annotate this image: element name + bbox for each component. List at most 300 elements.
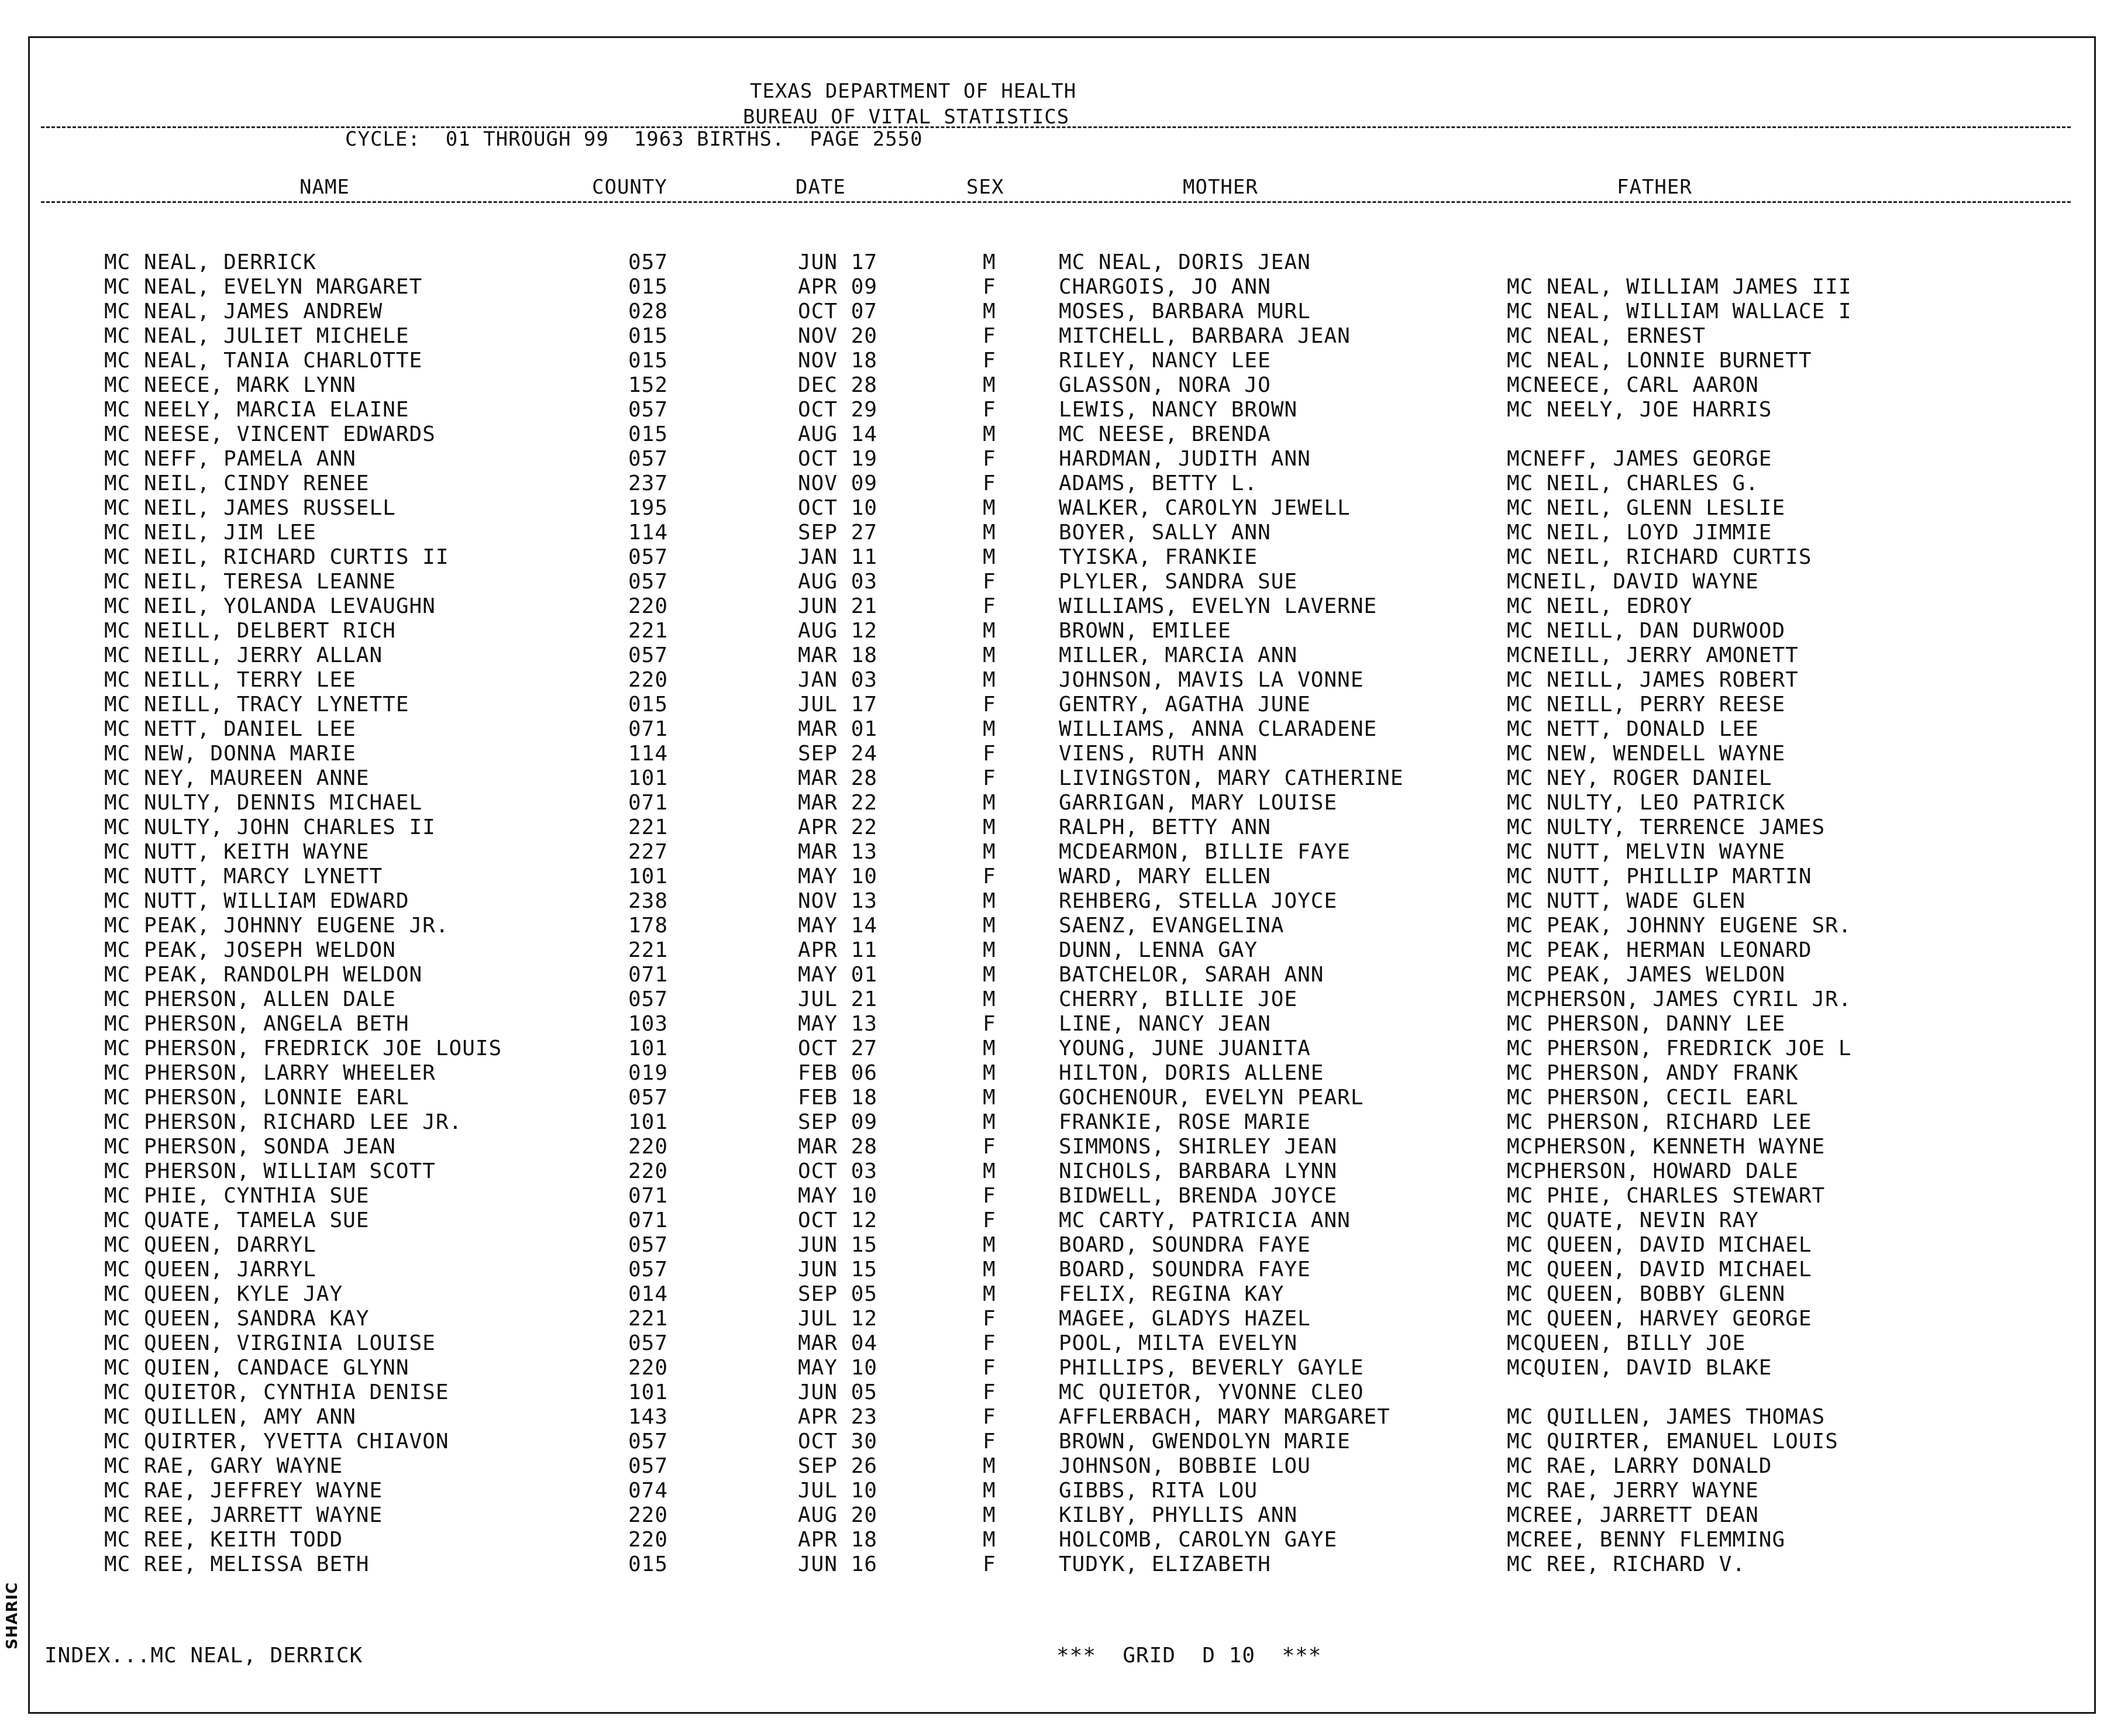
cell-name: MC NEILL, DELBERT RICH <box>104 619 396 643</box>
cell-mother: VIENS, RUTH ANN <box>1059 742 1258 766</box>
cell-county: 015 <box>628 422 669 446</box>
cell-county: 071 <box>628 717 669 741</box>
cell-father: MC QUEEN, DAVID MICHAEL <box>1507 1258 1812 1282</box>
cell-county: 101 <box>628 1036 669 1060</box>
cell-sex: M <box>983 643 996 667</box>
cell-father: MC RAE, LARRY DONALD <box>1507 1454 1772 1478</box>
cell-name: MC NEIL, JIM LEE <box>104 521 316 545</box>
cell-sex: F <box>983 324 996 348</box>
cell-name: MC NEAL, TANIA CHARLOTTE <box>104 349 423 373</box>
cell-sex: F <box>983 1208 996 1232</box>
table-row <box>0 815 2114 840</box>
cell-date: SEP 05 <box>798 1282 878 1306</box>
table-row <box>0 914 2114 938</box>
cell-date: JAN 03 <box>798 668 878 692</box>
cell-county: 057 <box>628 398 669 422</box>
cell-county: 220 <box>628 1528 669 1552</box>
cell-father: MC NEAL, WILLIAM WALLACE I <box>1507 299 1852 323</box>
cell-father: MC NEILL, JAMES ROBERT <box>1507 668 1799 692</box>
table-row <box>0 1208 2114 1233</box>
cell-name: MC QUEEN, DARRYL <box>104 1233 316 1257</box>
cell-father: MC NUTT, PHILLIP MARTIN <box>1507 864 1812 888</box>
cell-date: NOV 09 <box>798 471 878 495</box>
table-row <box>0 1454 2114 1479</box>
cell-father: MC NEAL, ERNEST <box>1507 324 1706 348</box>
page-subtitle: BUREAU OF VITAL STATISTICS <box>743 105 1070 129</box>
table-row <box>0 1503 2114 1528</box>
cell-sex: F <box>983 1184 996 1208</box>
cell-name: MC QUIEN, CANDACE GLYNN <box>104 1356 409 1380</box>
cell-county: 015 <box>628 349 669 373</box>
cell-county: 057 <box>628 1454 669 1478</box>
cell-date: JUN 16 <box>798 1552 878 1576</box>
cell-county: 015 <box>628 275 669 299</box>
table-row <box>0 1012 2114 1036</box>
column-header-date: DATE <box>796 175 846 199</box>
cell-date: APR 09 <box>798 275 878 299</box>
table-row <box>0 840 2114 864</box>
cell-name: MC NEAL, JULIET MICHELE <box>104 324 409 348</box>
cell-county: 101 <box>628 766 669 790</box>
cell-date: MAR 22 <box>798 791 878 815</box>
cell-father: MC QUATE, NEVIN RAY <box>1507 1208 1759 1232</box>
cell-mother: MOSES, BARBARA MURL <box>1059 299 1311 323</box>
table-row <box>0 889 2114 914</box>
cell-county: 220 <box>628 1356 669 1380</box>
cell-father: MC NULTY, LEO PATRICK <box>1507 791 1786 815</box>
cell-mother: MAGEE, GLADYS HAZEL <box>1059 1307 1311 1331</box>
cell-name: MC PEAK, RANDOLPH WELDON <box>104 963 423 987</box>
cell-sex: F <box>983 349 996 373</box>
table-row <box>0 1135 2114 1159</box>
cell-name: MC PHERSON, ANGELA BETH <box>104 1012 409 1036</box>
cell-date: JUN 17 <box>798 250 878 274</box>
cell-sex: M <box>983 815 996 839</box>
cell-sex: M <box>983 668 996 692</box>
cell-county: 071 <box>628 963 669 987</box>
cell-county: 221 <box>628 815 669 839</box>
cell-sex: F <box>983 594 996 618</box>
cell-father: MC QUEEN, DAVID MICHAEL <box>1507 1233 1812 1257</box>
cell-name: MC NUTT, KEITH WAYNE <box>104 840 370 864</box>
cell-mother: CHERRY, BILLIE JOE <box>1059 987 1298 1011</box>
table-row <box>0 471 2114 496</box>
divider-header <box>41 201 2071 203</box>
cell-name: MC NEY, MAUREEN ANNE <box>104 766 370 790</box>
cell-name: MC PHERSON, LONNIE EARL <box>104 1086 409 1110</box>
cell-county: 221 <box>628 938 669 962</box>
cell-county: 057 <box>628 1086 669 1110</box>
table-row <box>0 1528 2114 1552</box>
cell-mother: BOARD, SOUNDRA FAYE <box>1059 1233 1311 1257</box>
table-row <box>0 619 2114 643</box>
cell-mother: SAENZ, EVANGELINA <box>1059 914 1285 938</box>
grid-label: *** GRID D 10 *** <box>1056 1644 1322 1668</box>
table-row <box>0 324 2114 349</box>
cell-sex: M <box>983 963 996 987</box>
cell-county: 101 <box>628 1380 669 1404</box>
cell-county: 178 <box>628 914 669 938</box>
column-header-county: COUNTY <box>592 175 667 199</box>
cell-date: OCT 27 <box>798 1036 878 1060</box>
table-row <box>0 373 2114 398</box>
cell-father: MC NEIL, CHARLES G. <box>1507 471 1759 495</box>
index-label: INDEX...MC NEAL, DERRICK <box>44 1644 363 1668</box>
cell-sex: M <box>983 545 996 569</box>
cell-mother: RALPH, BETTY ANN <box>1059 815 1271 839</box>
table-row <box>0 717 2114 742</box>
cell-mother: WARD, MARY ELLEN <box>1059 864 1271 888</box>
cell-county: 227 <box>628 840 669 864</box>
cell-name: MC RAE, GARY WAYNE <box>104 1454 343 1478</box>
cell-date: JAN 11 <box>798 545 878 569</box>
cell-mother: FELIX, REGINA KAY <box>1059 1282 1285 1306</box>
cell-sex: M <box>983 889 996 913</box>
cell-date: OCT 29 <box>798 398 878 422</box>
cell-father: MCNEECE, CARL AARON <box>1507 373 1759 397</box>
cell-name: MC NEIL, YOLANDA LEVAUGHN <box>104 594 436 618</box>
cell-name: MC NEECE, MARK LYNN <box>104 373 356 397</box>
cell-name: MC REE, KEITH TODD <box>104 1528 343 1552</box>
cell-date: NOV 20 <box>798 324 878 348</box>
cell-county: 195 <box>628 496 669 520</box>
cell-date: FEB 06 <box>798 1061 878 1085</box>
cell-mother: HARDMAN, JUDITH ANN <box>1059 447 1311 471</box>
table-row <box>0 1356 2114 1380</box>
cell-county: 071 <box>628 1184 669 1208</box>
cell-father: MC NEILL, DAN DURWOOD <box>1507 619 1786 643</box>
cell-mother: WALKER, CAROLYN JEWELL <box>1059 496 1351 520</box>
cell-father: MCQUEEN, BILLY JOE <box>1507 1331 1746 1355</box>
cell-sex: F <box>983 398 996 422</box>
cell-date: SEP 26 <box>798 1454 878 1478</box>
cell-mother: BOARD, SOUNDRA FAYE <box>1059 1258 1311 1282</box>
cell-county: 057 <box>628 643 669 667</box>
page-title: TEXAS DEPARTMENT OF HEALTH <box>750 80 1077 103</box>
cell-mother: POOL, MILTA EVELYN <box>1059 1331 1298 1355</box>
cell-sex: M <box>983 938 996 962</box>
cell-name: MC NEILL, JERRY ALLAN <box>104 643 383 667</box>
cell-mother: RILEY, NANCY LEE <box>1059 349 1271 373</box>
cell-father: MC REE, RICHARD V. <box>1507 1552 1746 1576</box>
cell-sex: M <box>983 299 996 323</box>
cell-father: MC PEAK, JOHNNY EUGENE SR. <box>1507 914 1852 938</box>
cell-sex: M <box>983 1258 996 1282</box>
cell-name: MC NEAL, JAMES ANDREW <box>104 299 383 323</box>
cell-father: MC NEW, WENDELL WAYNE <box>1507 742 1786 766</box>
cell-sex: M <box>983 1503 996 1527</box>
cell-sex: M <box>983 250 996 274</box>
cell-county: 114 <box>628 742 669 766</box>
cell-sex: M <box>983 1036 996 1060</box>
cell-date: MAR 04 <box>798 1331 878 1355</box>
column-header-father: FATHER <box>1617 175 1692 199</box>
cell-name: MC NEAL, DERRICK <box>104 250 316 274</box>
cell-father: MC QUEEN, BOBBY GLENN <box>1507 1282 1786 1306</box>
cell-name: MC QUEEN, SANDRA KAY <box>104 1307 370 1331</box>
cell-name: MC NEESE, VINCENT EDWARDS <box>104 422 436 446</box>
cell-name: MC REE, JARRETT WAYNE <box>104 1503 383 1527</box>
cell-name: MC QUEEN, JARRYL <box>104 1258 316 1282</box>
cell-sex: M <box>983 422 996 446</box>
cell-mother: GENTRY, AGATHA JUNE <box>1059 693 1311 717</box>
cell-mother: JOHNSON, BOBBIE LOU <box>1059 1454 1311 1478</box>
cell-county: 143 <box>628 1405 669 1429</box>
cell-sex: F <box>983 471 996 495</box>
cell-father: MC PHIE, CHARLES STEWART <box>1507 1184 1826 1208</box>
cell-county: 221 <box>628 619 669 643</box>
cell-sex: M <box>983 1282 996 1306</box>
cell-mother: MC NEAL, DORIS JEAN <box>1059 250 1311 274</box>
cell-sex: M <box>983 987 996 1011</box>
cell-name: MC PHERSON, ALLEN DALE <box>104 987 396 1011</box>
table-row <box>0 1110 2114 1135</box>
cell-father: MC QUIRTER, EMANUEL LOUIS <box>1507 1430 1838 1453</box>
cell-date: OCT 19 <box>798 447 878 471</box>
cell-county: 015 <box>628 693 669 717</box>
cell-father: MC PEAK, JAMES WELDON <box>1507 963 1786 987</box>
table-row <box>0 521 2114 545</box>
cell-father: MCREE, JARRETT DEAN <box>1507 1503 1759 1527</box>
cell-county: 220 <box>628 668 669 692</box>
cell-county: 057 <box>628 250 669 274</box>
cell-county: 220 <box>628 1135 669 1159</box>
cell-date: JUL 21 <box>798 987 878 1011</box>
cell-county: 015 <box>628 1552 669 1576</box>
cell-father: MC NETT, DONALD LEE <box>1507 717 1759 741</box>
cell-mother: PHILLIPS, BEVERLY GAYLE <box>1059 1356 1364 1380</box>
table-row <box>0 496 2114 521</box>
cell-name: MC NEIL, RICHARD CURTIS II <box>104 545 449 569</box>
cell-sex: F <box>983 1380 996 1404</box>
cell-name: MC PHERSON, FREDRICK JOE LOUIS <box>104 1036 502 1060</box>
cell-father: MC NEIL, GLENN LESLIE <box>1507 496 1786 520</box>
cell-name: MC NEILL, TRACY LYNETTE <box>104 693 409 717</box>
cell-county: 074 <box>628 1479 669 1503</box>
cell-name: MC NEILL, TERRY LEE <box>104 668 356 692</box>
cell-sex: M <box>983 373 996 397</box>
cell-mother: MITCHELL, BARBARA JEAN <box>1059 324 1351 348</box>
cell-sex: F <box>983 1552 996 1576</box>
cell-county: 101 <box>628 1110 669 1134</box>
cell-sex: M <box>983 1528 996 1552</box>
cell-mother: HOLCOMB, CAROLYN GAYE <box>1059 1528 1338 1552</box>
cell-mother: MC NEESE, BRENDA <box>1059 422 1271 446</box>
cell-date: OCT 07 <box>798 299 878 323</box>
cell-mother: PLYLER, SANDRA SUE <box>1059 570 1298 594</box>
table-row <box>0 693 2114 717</box>
table-row <box>0 1552 2114 1577</box>
cell-father: MC PEAK, HERMAN LEONARD <box>1507 938 1812 962</box>
table-row <box>0 349 2114 373</box>
table-row <box>0 422 2114 447</box>
cell-date: NOV 18 <box>798 349 878 373</box>
table-row <box>0 545 2114 570</box>
cell-county: 071 <box>628 791 669 815</box>
cell-sex: F <box>983 275 996 299</box>
cell-date: MAY 01 <box>798 963 878 987</box>
cell-father: MC PHERSON, FREDRICK JOE L <box>1507 1036 1852 1060</box>
cell-county: 057 <box>628 545 669 569</box>
cell-father: MCNEILL, JERRY AMONETT <box>1507 643 1799 667</box>
table-row <box>0 963 2114 987</box>
cell-father: MCPHERSON, HOWARD DALE <box>1507 1159 1799 1183</box>
cell-mother: GIBBS, RITA LOU <box>1059 1479 1258 1503</box>
table-row <box>0 570 2114 594</box>
cell-county: 019 <box>628 1061 669 1085</box>
cell-name: MC PHERSON, LARRY WHEELER <box>104 1061 436 1085</box>
cell-county: 103 <box>628 1012 669 1036</box>
cell-sex: M <box>983 840 996 864</box>
cell-date: MAR 18 <box>798 643 878 667</box>
cell-name: MC PHIE, CYNTHIA SUE <box>104 1184 370 1208</box>
table-row <box>0 447 2114 471</box>
table-row <box>0 250 2114 275</box>
cell-county: 057 <box>628 1430 669 1453</box>
cell-father: MC NEIL, EDROY <box>1507 594 1693 618</box>
cell-date: JUN 21 <box>798 594 878 618</box>
cell-mother: LEWIS, NANCY BROWN <box>1059 398 1298 422</box>
table-row <box>0 1405 2114 1430</box>
cell-date: SEP 24 <box>798 742 878 766</box>
table-row <box>0 1331 2114 1356</box>
table-row <box>0 766 2114 791</box>
cell-date: MAY 10 <box>798 864 878 888</box>
cell-mother: GARRIGAN, MARY LOUISE <box>1059 791 1338 815</box>
cell-father: MC PHERSON, CECIL EARL <box>1507 1086 1799 1110</box>
cell-name: MC QUATE, TAMELA SUE <box>104 1208 370 1232</box>
cell-date: MAR 13 <box>798 840 878 864</box>
cell-date: OCT 10 <box>798 496 878 520</box>
cell-date: JUL 12 <box>798 1307 878 1331</box>
table-row <box>0 864 2114 889</box>
cell-date: SEP 27 <box>798 521 878 545</box>
cell-county: 057 <box>628 987 669 1011</box>
cell-father: MC NUTT, WADE GLEN <box>1507 889 1746 913</box>
column-header-sex: SEX <box>966 175 1004 199</box>
cell-mother: AFFLERBACH, MARY MARGARET <box>1059 1405 1390 1429</box>
cell-mother: MC QUIETOR, YVONNE CLEO <box>1059 1380 1364 1404</box>
cell-county: 014 <box>628 1282 669 1306</box>
cell-sex: F <box>983 1307 996 1331</box>
cell-mother: JOHNSON, MAVIS LA VONNE <box>1059 668 1364 692</box>
cell-sex: M <box>983 717 996 741</box>
table-row <box>0 1159 2114 1184</box>
cell-sex: F <box>983 766 996 790</box>
cell-date: JUN 05 <box>798 1380 878 1404</box>
cell-sex: M <box>983 1454 996 1478</box>
cell-sex: M <box>983 1479 996 1503</box>
cell-date: NOV 13 <box>798 889 878 913</box>
cell-mother: BROWN, EMILEE <box>1059 619 1231 643</box>
table-row <box>0 1258 2114 1282</box>
cell-father: MC NEY, ROGER DANIEL <box>1507 766 1772 790</box>
cell-date: APR 23 <box>798 1405 878 1429</box>
cell-father: MC NUTT, MELVIN WAYNE <box>1507 840 1786 864</box>
cell-sex: M <box>983 1086 996 1110</box>
cell-date: AUG 14 <box>798 422 878 446</box>
column-header-name: NAME <box>299 175 350 199</box>
cell-mother: WILLIAMS, EVELYN LAVERNE <box>1059 594 1378 618</box>
table-row <box>0 275 2114 299</box>
cell-county: 114 <box>628 521 669 545</box>
cell-name: MC NULTY, JOHN CHARLES II <box>104 815 436 839</box>
cell-date: MAY 13 <box>798 1012 878 1036</box>
cell-date: FEB 18 <box>798 1086 878 1110</box>
cell-sex: M <box>983 791 996 815</box>
cell-date: JUN 15 <box>798 1258 878 1282</box>
cell-county: 238 <box>628 889 669 913</box>
cell-county: 221 <box>628 1307 669 1331</box>
table-row <box>0 938 2114 963</box>
cell-mother: MILLER, MARCIA ANN <box>1059 643 1298 667</box>
cell-mother: BIDWELL, BRENDA JOYCE <box>1059 1184 1338 1208</box>
table-row <box>0 1061 2114 1086</box>
cell-name: MC NEW, DONNA MARIE <box>104 742 356 766</box>
cell-mother: FRANKIE, ROSE MARIE <box>1059 1110 1311 1134</box>
cell-father: MC QUEEN, HARVEY GEORGE <box>1507 1307 1812 1331</box>
cell-date: AUG 03 <box>798 570 878 594</box>
cell-date: AUG 12 <box>798 619 878 643</box>
cell-name: MC NUTT, MARCY LYNETT <box>104 864 383 888</box>
cell-mother: HILTON, DORIS ALLENE <box>1059 1061 1324 1085</box>
table-row <box>0 1430 2114 1454</box>
cell-sex: F <box>983 1405 996 1429</box>
cell-mother: CHARGOIS, JO ANN <box>1059 275 1271 299</box>
cell-mother: MCDEARMON, BILLIE FAYE <box>1059 840 1351 864</box>
cell-date: APR 18 <box>798 1528 878 1552</box>
cell-sex: F <box>983 1356 996 1380</box>
cell-father: MC RAE, JERRY WAYNE <box>1507 1479 1759 1503</box>
cell-county: 057 <box>628 1233 669 1257</box>
cell-date: AUG 20 <box>798 1503 878 1527</box>
records-list <box>0 250 2114 1577</box>
cell-father: MCPHERSON, JAMES CYRIL JR. <box>1507 987 1852 1011</box>
cell-county: 220 <box>628 594 669 618</box>
cell-date: JUL 10 <box>798 1479 878 1503</box>
cell-name: MC NULTY, DENNIS MICHAEL <box>104 791 423 815</box>
cell-county: 220 <box>628 1503 669 1527</box>
cell-mother: BROWN, GWENDOLYN MARIE <box>1059 1430 1351 1453</box>
cell-mother: REHBERG, STELLA JOYCE <box>1059 889 1338 913</box>
divider-top <box>41 126 2071 128</box>
cell-father: MCNEFF, JAMES GEORGE <box>1507 447 1772 471</box>
cell-sex: M <box>983 619 996 643</box>
cell-date: MAY 10 <box>798 1184 878 1208</box>
cell-sex: F <box>983 1135 996 1159</box>
cell-sex: M <box>983 496 996 520</box>
cell-mother: LIVINGSTON, MARY CATHERINE <box>1059 766 1404 790</box>
cell-name: MC RAE, JEFFREY WAYNE <box>104 1479 383 1503</box>
cell-sex: M <box>983 521 996 545</box>
cell-name: MC PHERSON, WILLIAM SCOTT <box>104 1159 436 1183</box>
table-row <box>0 987 2114 1012</box>
table-row <box>0 668 2114 693</box>
cell-mother: BATCHELOR, SARAH ANN <box>1059 963 1324 987</box>
cell-sex: F <box>983 1331 996 1355</box>
cell-mother: MC CARTY, PATRICIA ANN <box>1059 1208 1351 1232</box>
cell-county: 237 <box>628 471 669 495</box>
cell-mother: DUNN, LENNA GAY <box>1059 938 1258 962</box>
cell-name: MC QUIETOR, CYNTHIA DENISE <box>104 1380 449 1404</box>
table-row <box>0 791 2114 815</box>
cell-mother: NICHOLS, BARBARA LYNN <box>1059 1159 1338 1183</box>
cell-date: MAR 28 <box>798 1135 878 1159</box>
cell-mother: ADAMS, BETTY L. <box>1059 471 1258 495</box>
table-row <box>0 1380 2114 1405</box>
table-row <box>0 1282 2114 1307</box>
cell-date: JUN 15 <box>798 1233 878 1257</box>
